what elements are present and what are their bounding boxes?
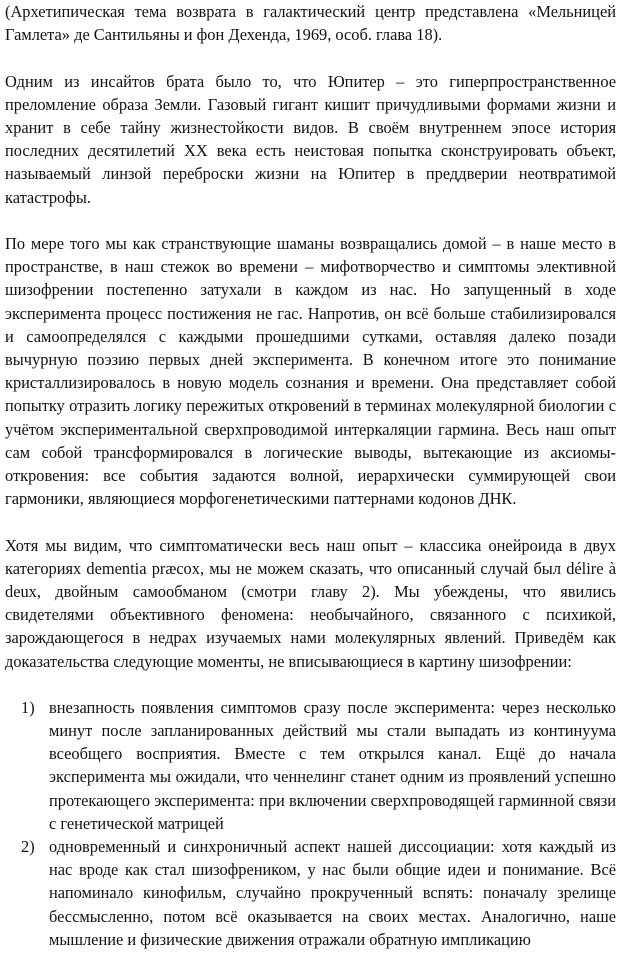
list-item-number: 1) <box>21 697 35 717</box>
numbered-list-container <box>5 673 616 951</box>
paragraph: Хотя мы видим, что симптоматически весь наш опыт – классика онейроида в двух категориях dementia præcox, мы не можем сказать, что описанный случай был délire à deux, двойным самообманом (смотри главу 2). Мы убеждены, что явились свидетелями объективного феномена: необычайного, связанного с психикой, зарождающегося в недрах изучаемых нами молекулярных явлений. Приведём как доказательства следующие моменты, не вписывающиеся в картину шизофрении: <box>5 535 616 671</box>
list-item-number: 2) <box>21 837 35 857</box>
list-item <box>5 696 616 835</box>
list-item-text: одновременный и синхроничный аспект нашей диссоциации: хотя каждый из нас вроде как стал шизофреником, у нас были общие идеи и понимание. Всё напоминало кинофильм, случайно прокрученный вспять: поначалу зрелище бессмысленно, потом всё оказывается на своих местах. Аналогично, наше мышление и физические движения отражали обратную импликацию <box>49 837 616 949</box>
numbered-list <box>5 696 616 951</box>
paragraph: По мере того мы как странствующие шаманы возвращались домой – в наше место в пространстве, в наш стежок во времени – мифотворчество и симптомы элективной шизофрении постепенно затухали в каждом из нас. Но запущенный в ходе эксперимента процесс постижения не гас. Напротив, он всё больше стабилизировался и самоопределялся с каждыми прошедшими сутками, оставляя далеко позади вычурную поэзию первых дней эксперимента. В конечном итоге это понимание кристаллизировалось в новую модель сознания и времени. Она представляет собой попытку отразить логику пережитых откровений в терминах молекулярной биологии с учётом экспериментальной сверхпроводимой интеркаляции гармина. Весь наш опыт сам собой трансформировался в логические выводы, вытекающие из аксиомы-откровения: все события задаются волной, иерархически суммирующей свои гармоники, являющиеся морфогенетическими паттернами кодонов ДНК. <box>5 234 616 509</box>
document-page <box>5 0 616 951</box>
list-item-text: внезапность появления симптомов сразу после эксперимента: через несколько минут после запланированных действий мы стали выпадать из континуума всеобщего восприятия. Вместе с тем открылся канал. Ещё до начала эксперимента мы ожидали, что ченнелинг станет одним из проявлений успешно протекающего эксперимента: при включении сверхпроводящей гарминной связи с генетической матрицей <box>49 697 616 833</box>
paragraph: Одним из инсайтов брата было то, что Юпитер – это гиперпространственное преломление образа Земли. Газовый гигант кишит причудливыми формами жизни и хранит в себе тайну жизнестойкости видов. В своём внутреннем эпосе история последних десятилетий XX века есть неистовая попытка сконструировать объект, называемый линзой переброски жизни на Юпитер в преддверии неотвратимой катастрофы. <box>5 71 616 207</box>
paragraph: (Архетипическая тема возврата в галактический центр представлена «Мельницей Гамлета» де Сантильяны и фон Дехенда, 1969, особ. глава 18). <box>5 2 616 45</box>
list-item <box>5 835 616 951</box>
